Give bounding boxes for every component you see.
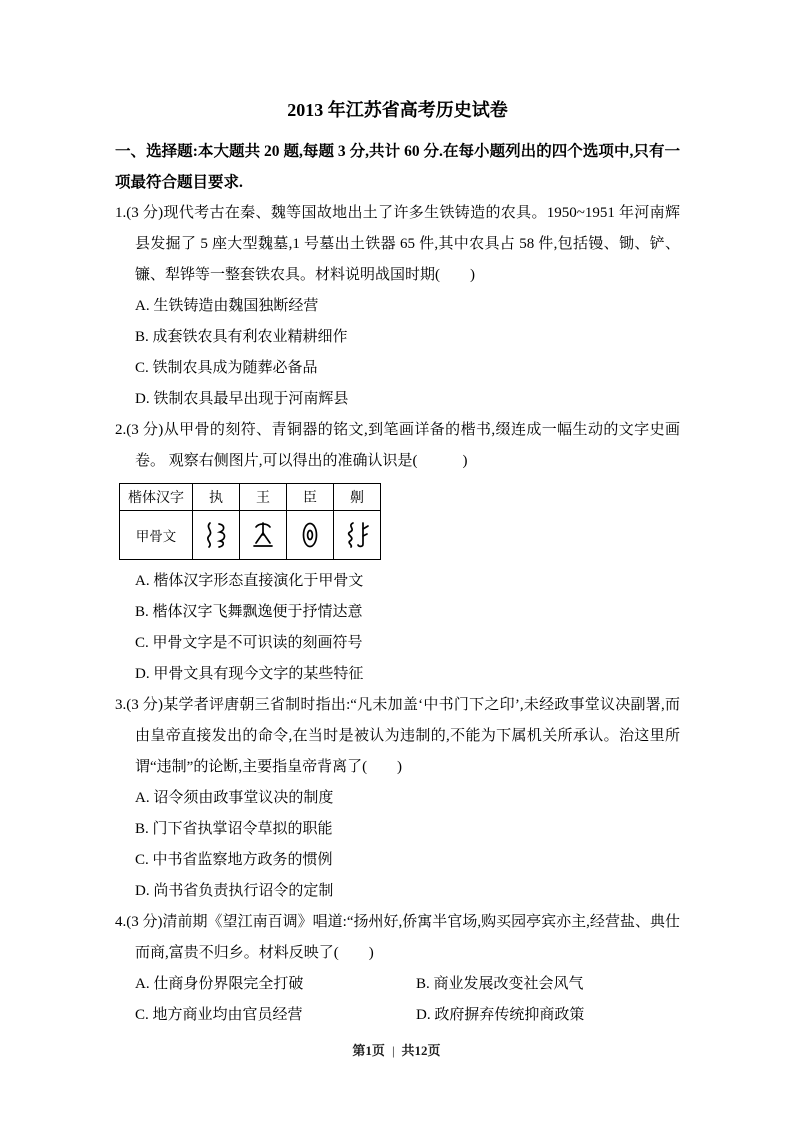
question-3-options <box>115 783 680 907</box>
table-header-char-chen: 臣 <box>287 484 334 511</box>
question-1 <box>115 198 680 415</box>
oracle-script-comparison-table <box>119 483 381 560</box>
question-4-options <box>115 969 680 1031</box>
question-2-options <box>115 566 680 690</box>
oracle-glyph-zhi-icon <box>193 511 240 560</box>
question-2-option-c: C. 甲骨文字是不可识读的刻画符号 <box>135 635 363 651</box>
question-4-option-c: C. 地方商业均由官员经营 <box>135 1007 303 1023</box>
footer-page-number: 第1页 <box>352 1043 385 1058</box>
page-title: 2013 年江苏省高考历史试卷 <box>287 100 508 120</box>
footer-total-pages: 共12页 <box>401 1043 441 1058</box>
question-1-option-a: A. 生铁铸造由魏国独断经营 <box>135 298 319 314</box>
question-1-stem: 1.(3 分)现代考古在秦、魏等国故地出土了许多生铁铸造的农具。1950~1951 年河南辉县发掘了 5 座大型魏墓,1 号墓出土铁器 65 件,其中农具占 58 件,包括镘、锄、铲、镰、犁铧等一整套铁农具。材料说明战国时期( ) <box>115 205 680 283</box>
footer-separator: | <box>391 1043 395 1058</box>
question-1-option-c: C. 铁制农具成为随葬必备品 <box>135 360 318 376</box>
table-glyph-row <box>120 511 381 560</box>
question-2 <box>115 415 680 690</box>
question-1-options <box>115 291 680 415</box>
question-1-option-b: B. 成套铁农具有利农业精耕细作 <box>135 329 348 345</box>
oracle-glyph-yi-icon <box>334 511 381 560</box>
table-header-char-wang: 王 <box>240 484 287 511</box>
question-3-option-a: A. 诏令须由政事堂议决的制度 <box>135 790 334 806</box>
page-footer <box>0 1040 793 1059</box>
question-3-option-c: C. 中书省监察地方政务的惯例 <box>135 852 333 868</box>
question-3-option-b: B. 门下省执掌诏令草拟的职能 <box>135 821 333 837</box>
question-3-stem: 3.(3 分)某学者评唐朝三省制时指出:“凡未加盖‘中书门下之印’,未经政事堂议决副署,而由皇帝直接发出的命令,在当时是被认为违制的,不能为下属机关所承认。治这里所谓“违制”的论断,主要指皇帝背离了( ) <box>115 697 680 775</box>
table-row-label-jiaguwen: 甲骨文 <box>120 511 193 560</box>
question-2-option-a: A. 楷体汉字形态直接演化于甲骨文 <box>135 573 364 589</box>
question-3-option-d: D. 尚书省负责执行诏令的定制 <box>135 883 334 899</box>
table-header-char-yi: 劓 <box>334 484 381 511</box>
question-2-option-b: B. 楷体汉字飞舞飘逸便于抒情达意 <box>135 604 363 620</box>
section-header: 一、选择题:本大题共 20 题,每题 3 分,共计 60 分.在每小题列出的四个选项中,只有一项最符合题目要求. <box>115 143 680 191</box>
question-2-option-d: D. 甲骨文具有现今文字的某些特征 <box>135 666 364 682</box>
oracle-glyph-chen-icon <box>287 511 334 560</box>
table-header-char-zhi: 执 <box>193 484 240 511</box>
question-4 <box>115 907 680 1031</box>
question-4-option-a: A. 仕商身份界限完全打破 <box>135 976 304 992</box>
table-header-row <box>120 484 381 511</box>
question-4-stem: 4.(3 分)清前期《望江南百调》唱道:“扬州好,侨寓半官场,购买园亭宾亦主,经营盐、典仕而商,富贵不归乡。材料反映了( ) <box>115 914 680 961</box>
oracle-glyph-wang-icon <box>240 511 287 560</box>
table-header-kaiti: 楷体汉字 <box>120 484 193 511</box>
question-1-option-d: D. 铁制农具最早出现于河南辉县 <box>135 391 349 407</box>
question-2-stem: 2.(3 分)从甲骨的刻符、青铜器的铭文,到笔画详备的楷书,缀连成一幅生动的文字史画卷。 观察右侧图片,可以得出的准确认识是( ) <box>115 422 680 469</box>
question-3 <box>115 690 680 907</box>
question-4-option-b: B. 商业发展改变社会风气 <box>416 976 584 992</box>
question-4-option-d: D. 政府摒弃传统抑商政策 <box>416 1007 585 1023</box>
